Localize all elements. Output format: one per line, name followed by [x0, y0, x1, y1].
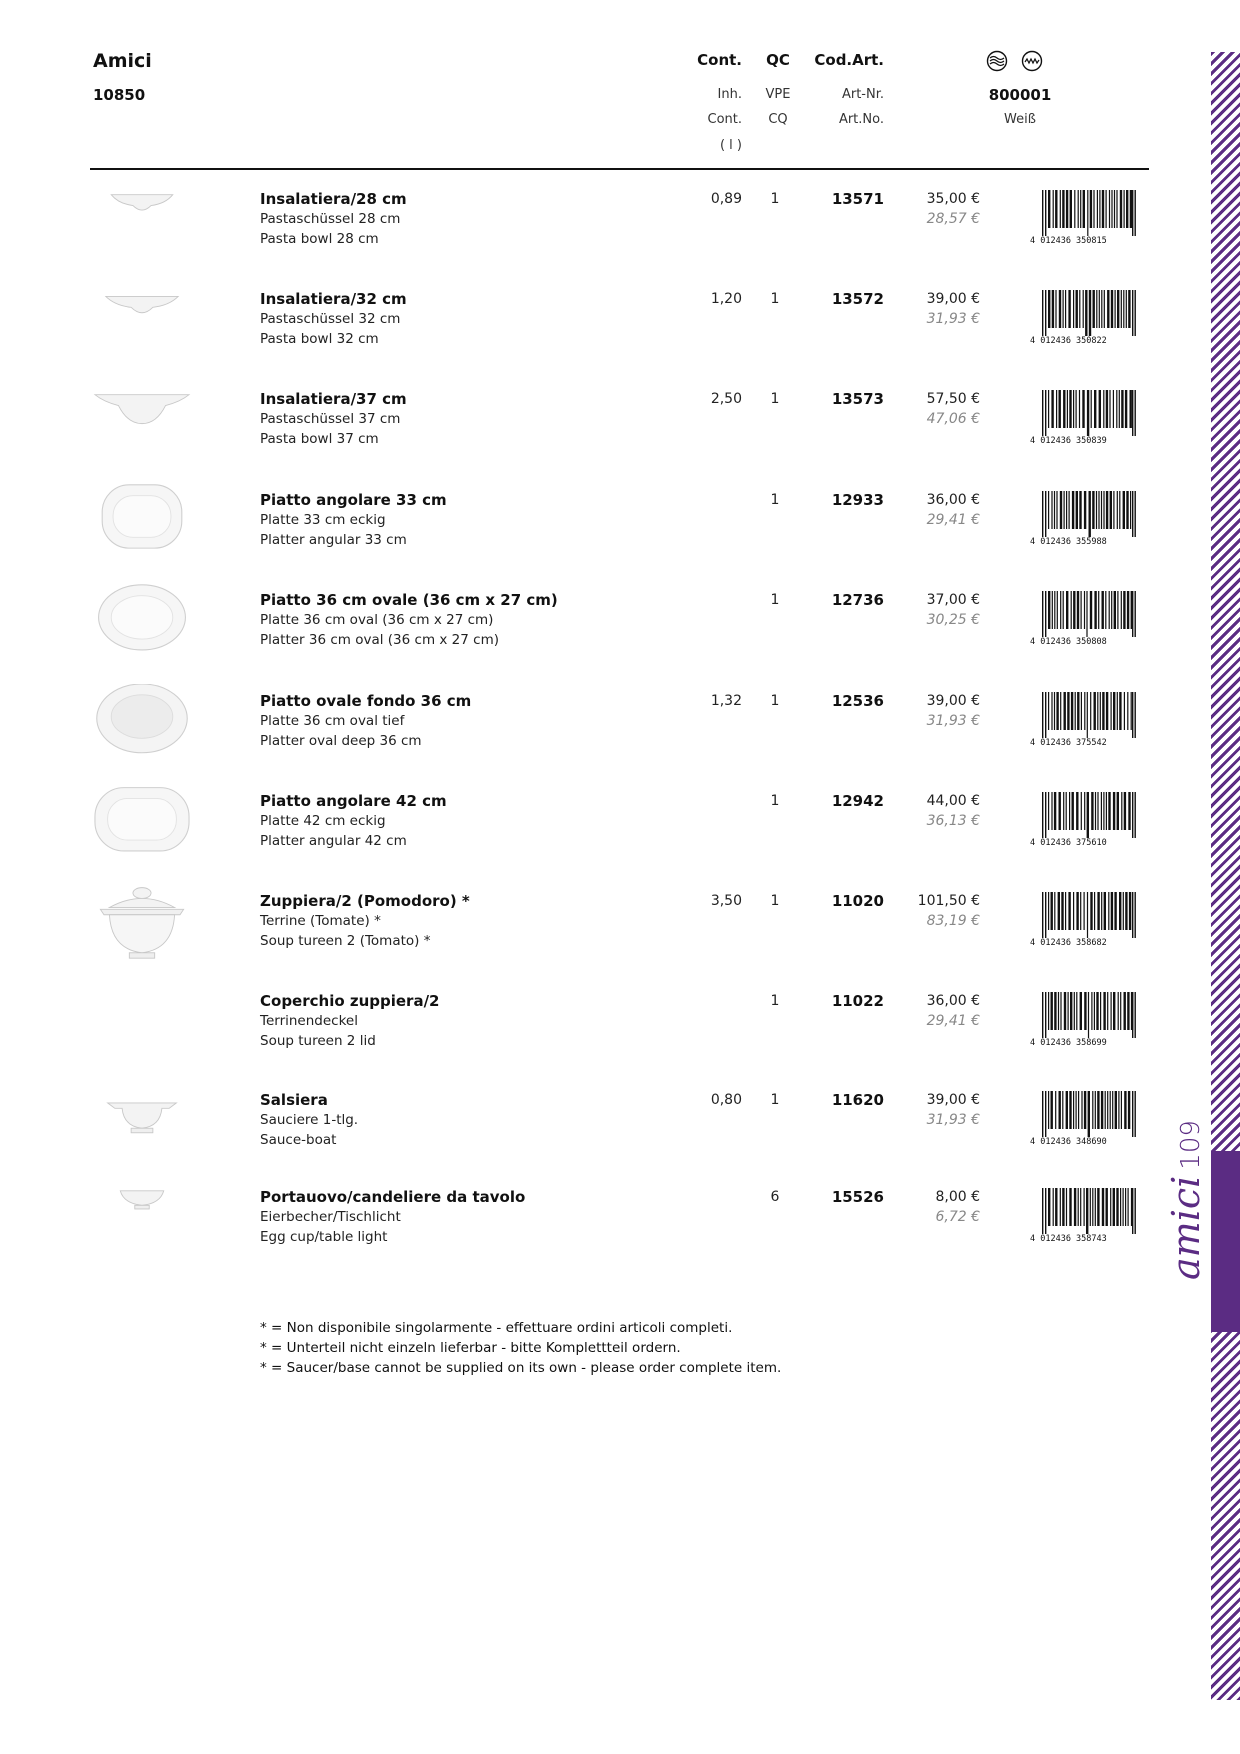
- product-qc: 1: [770, 191, 780, 207]
- product-qc: 1: [770, 693, 780, 709]
- product-price: 35,00 €: [926, 191, 980, 207]
- product-article-number: 12736: [831, 591, 884, 609]
- product-name-en: Platter angular 33 cm: [260, 532, 407, 548]
- collection-code: 10850: [93, 86, 146, 104]
- footnote-it: * = Non disponibile singolarmente - effettuare ordini articoli completi.: [260, 1320, 733, 1336]
- product-name-en: Pasta bowl 28 cm: [260, 231, 379, 247]
- product-article-number: 12536: [831, 692, 884, 710]
- product-price: 39,00 €: [926, 291, 980, 307]
- barcode: [1030, 692, 1136, 746]
- product-name-en: Soup tureen 2 (Tomato) *: [260, 933, 431, 949]
- col-art-header: Cod.Art.: [814, 51, 884, 69]
- barcode-number: 4 012436 350808: [1030, 637, 1107, 645]
- col-cont-sub1: Inh.: [717, 87, 742, 102]
- product-name-it: Insalatiera/37 cm: [260, 390, 407, 408]
- product-content: 3,50: [710, 893, 742, 909]
- product-article-number: 12942: [831, 792, 884, 810]
- barcode-number: 4 012436 375542: [1030, 738, 1107, 746]
- product-price: 39,00 €: [926, 1092, 980, 1108]
- product-name-de: Pastaschüssel 28 cm: [260, 211, 401, 227]
- product-price: 57,50 €: [926, 391, 980, 407]
- product-name-de: Platte 42 cm eckig: [260, 813, 386, 829]
- product-name-en: Sauce-boat: [260, 1132, 337, 1148]
- barcode-number: 4 012436 350822: [1030, 336, 1107, 344]
- product-name-it: Insalatiera/32 cm: [260, 290, 407, 308]
- product-price: 39,00 €: [926, 693, 980, 709]
- barcode: [1030, 591, 1136, 645]
- product-price-net: 36,13 €: [926, 813, 980, 829]
- barcode-number: 4 012436 358743: [1030, 1234, 1107, 1242]
- product-article-number: 11022: [831, 992, 884, 1010]
- product-qc: 6: [770, 1189, 780, 1205]
- page-number: 109: [1176, 1120, 1206, 1170]
- product-row: [0, 390, 1160, 470]
- product-article-number: 13572: [831, 290, 884, 308]
- barcode-number: 4 012436 358699: [1030, 1038, 1107, 1046]
- product-content: 1,32: [710, 693, 742, 709]
- microwave-icon: [1021, 50, 1043, 72]
- product-row: [0, 290, 1160, 370]
- product-image: [88, 382, 196, 458]
- footnote-de: * = Unterteil nicht einzeln lieferbar - bitte Komplettteil ordern.: [260, 1340, 681, 1356]
- product-qc: 1: [770, 592, 780, 608]
- product-name-de: Platte 33 cm eckig: [260, 512, 386, 528]
- product-price-net: 30,25 €: [926, 612, 980, 628]
- product-name-en: Platter 36 cm oval (36 cm x 27 cm): [260, 632, 499, 648]
- barcode-number: 4 012436 350839: [1030, 436, 1107, 444]
- product-article-number: 15526: [831, 1188, 884, 1206]
- product-image: [88, 984, 196, 1060]
- product-image: [88, 1083, 196, 1159]
- product-price-net: 83,19 €: [926, 913, 980, 929]
- product-content: 2,50: [710, 391, 742, 407]
- product-qc: 1: [770, 893, 780, 909]
- product-price-net: 31,93 €: [926, 311, 980, 327]
- product-price-net: 47,06 €: [926, 411, 980, 427]
- product-name-en: Egg cup/table light: [260, 1229, 388, 1245]
- product-price-net: 31,93 €: [926, 713, 980, 729]
- col-cont-sub2: Cont.: [707, 112, 742, 127]
- product-name-en: Pasta bowl 37 cm: [260, 431, 379, 447]
- product-qc: 1: [770, 793, 780, 809]
- product-image: [88, 684, 196, 760]
- barcode: [1030, 290, 1136, 344]
- side-stripe: [1211, 52, 1240, 1700]
- product-row: [0, 892, 1160, 972]
- product-content: 0,89: [710, 191, 742, 207]
- product-price: 8,00 €: [935, 1189, 980, 1205]
- product-name-it: Piatto angolare 33 cm: [260, 491, 447, 509]
- product-image: [88, 483, 196, 559]
- barcode-number: 4 012436 350815: [1030, 236, 1107, 244]
- header-rule: [90, 168, 1149, 170]
- barcode: [1030, 190, 1136, 244]
- product-name-de: Terrine (Tomate) *: [260, 913, 381, 929]
- product-name-en: Platter angular 42 cm: [260, 833, 407, 849]
- product-row: [0, 491, 1160, 571]
- product-row: [0, 190, 1160, 270]
- product-name-en: Pasta bowl 32 cm: [260, 331, 379, 347]
- barcode: [1030, 892, 1136, 946]
- barcode: [1030, 1091, 1136, 1145]
- product-qc: 1: [770, 291, 780, 307]
- product-name-it: Salsiera: [260, 1091, 328, 1109]
- product-image: [88, 884, 196, 960]
- product-name-de: Eierbecher/Tischlicht: [260, 1209, 401, 1225]
- product-row: [0, 591, 1160, 671]
- side-brand: amici: [1164, 1175, 1208, 1280]
- barcode: [1030, 792, 1136, 846]
- product-name-de: Pastaschüssel 37 cm: [260, 411, 401, 427]
- product-qc: 1: [770, 1092, 780, 1108]
- product-row: [0, 1091, 1160, 1171]
- product-price-net: 29,41 €: [926, 1013, 980, 1029]
- barcode-number: 4 012436 348690: [1030, 1137, 1107, 1145]
- barcode-number: 4 012436 355988: [1030, 537, 1107, 545]
- product-name-de: Pastaschüssel 32 cm: [260, 311, 401, 327]
- footnotes: [260, 1318, 781, 1378]
- product-qc: 1: [770, 391, 780, 407]
- product-name-de: Platte 36 cm oval (36 cm x 27 cm): [260, 612, 494, 628]
- product-qc: 1: [770, 492, 780, 508]
- product-price-net: 6,72 €: [935, 1209, 980, 1225]
- product-price-net: 31,93 €: [926, 1112, 980, 1128]
- product-image: [88, 182, 196, 258]
- barcode: [1030, 491, 1136, 545]
- barcode-number: 4 012436 375610: [1030, 838, 1107, 846]
- product-row: [0, 1188, 1160, 1268]
- product-name-de: Platte 36 cm oval tief: [260, 713, 405, 729]
- product-row: [0, 992, 1160, 1072]
- product-name-de: Terrinendeckel: [260, 1013, 358, 1029]
- product-article-number: 13571: [831, 190, 884, 208]
- product-article-number: 12933: [831, 491, 884, 509]
- product-row: [0, 792, 1160, 872]
- product-name-it: Zuppiera/2 (Pomodoro) *: [260, 892, 470, 910]
- product-qc: 1: [770, 993, 780, 1009]
- product-name-it: Piatto 36 cm ovale (36 cm x 27 cm): [260, 591, 558, 609]
- col-qc-sub1: VPE: [765, 87, 791, 102]
- dishwasher-icon: [986, 50, 1008, 72]
- product-price-net: 29,41 €: [926, 512, 980, 528]
- product-article-number: 11620: [831, 1091, 884, 1109]
- col-cont-header: Cont.: [697, 51, 742, 69]
- decor-name: Weiß: [1004, 112, 1036, 127]
- barcode: [1030, 1188, 1136, 1242]
- product-image: [88, 583, 196, 659]
- product-name-en: Soup tureen 2 lid: [260, 1033, 376, 1049]
- product-name-de: Sauciere 1-tlg.: [260, 1112, 359, 1128]
- product-name-it: Piatto angolare 42 cm: [260, 792, 447, 810]
- product-image: [88, 1180, 196, 1256]
- col-art-sub2: Art.No.: [838, 112, 884, 127]
- product-name-it: Insalatiera/28 cm: [260, 190, 407, 208]
- product-price: 36,00 €: [926, 993, 980, 1009]
- barcode: [1030, 390, 1136, 444]
- product-image: [88, 282, 196, 358]
- col-art-sub1: Art-Nr.: [841, 87, 884, 102]
- product-name-it: Portauovo/candeliere da tavolo: [260, 1188, 526, 1206]
- decor-code: 800001: [988, 86, 1052, 104]
- barcode-number: 4 012436 358682: [1030, 938, 1107, 946]
- product-price: 101,50 €: [917, 893, 980, 909]
- product-name-it: Coperchio zuppiera/2: [260, 992, 440, 1010]
- product-content: 1,20: [710, 291, 742, 307]
- product-price-net: 28,57 €: [926, 211, 980, 227]
- product-article-number: 13573: [831, 390, 884, 408]
- product-content: 0,80: [710, 1092, 742, 1108]
- side-tab: [1211, 1151, 1240, 1332]
- product-name-it: Piatto ovale fondo 36 cm: [260, 692, 472, 710]
- col-qc-sub2: CQ: [768, 112, 788, 127]
- product-price: 44,00 €: [926, 793, 980, 809]
- col-qc-header: QC: [766, 51, 790, 69]
- col-cont-unit: ( l ): [719, 138, 742, 153]
- product-row: [0, 692, 1160, 772]
- product-image: [88, 784, 196, 860]
- side-label: [1164, 1080, 1214, 1280]
- product-name-en: Platter oval deep 36 cm: [260, 733, 422, 749]
- product-price: 36,00 €: [926, 492, 980, 508]
- footnote-en: * = Saucer/base cannot be supplied on its own - please order complete item.: [260, 1360, 782, 1376]
- collection-title: Amici: [93, 50, 152, 72]
- barcode: [1030, 992, 1136, 1046]
- product-article-number: 11020: [831, 892, 884, 910]
- product-price: 37,00 €: [926, 592, 980, 608]
